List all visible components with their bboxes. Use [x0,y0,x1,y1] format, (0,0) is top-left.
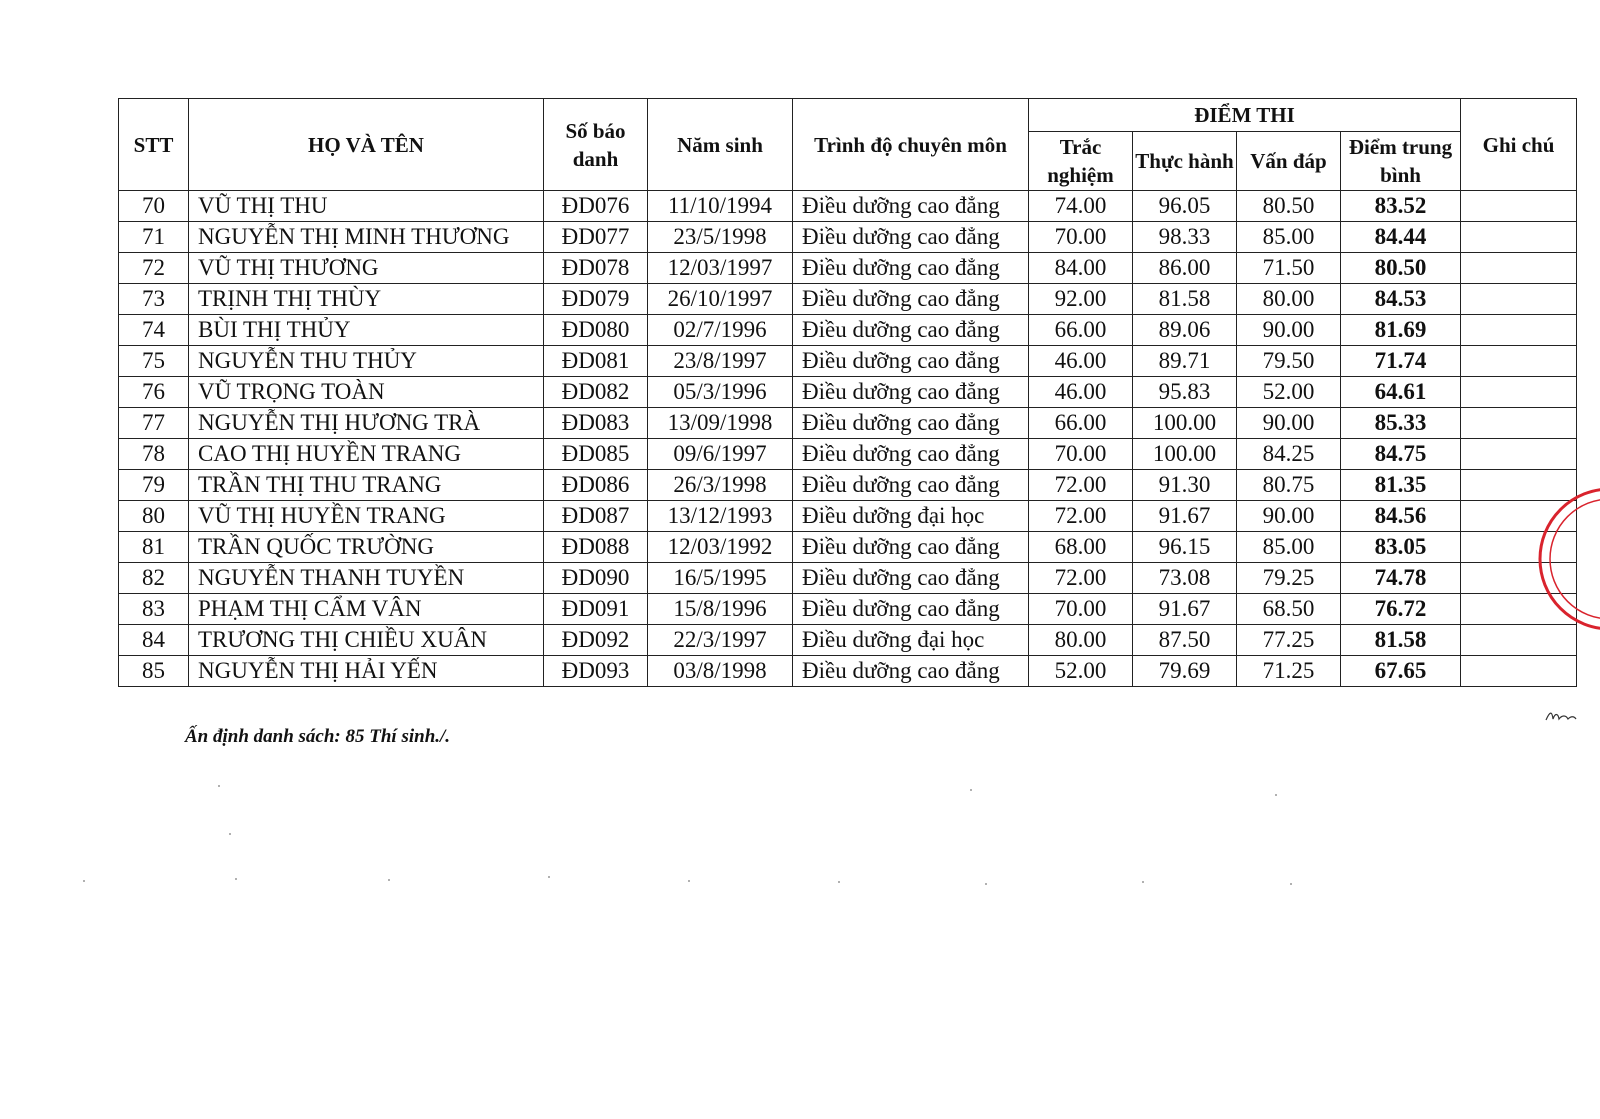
cell-practice: 89.71 [1133,346,1237,377]
cell-birth: 13/12/1993 [648,501,793,532]
cell-multiple-choice: 66.00 [1029,315,1133,346]
cell-stt: 83 [119,594,189,625]
header-candidate-no: Số báo danh [544,99,648,191]
cell-oral: 52.00 [1237,377,1341,408]
cell-oral: 85.00 [1237,532,1341,563]
table-row [119,625,1577,656]
cell-oral: 79.50 [1237,346,1341,377]
cell-practice: 91.67 [1133,594,1237,625]
cell-note [1461,191,1577,222]
cell-name: NGUYỄN THỊ HƯƠNG TRÀ [189,408,544,439]
cell-stt: 80 [119,501,189,532]
cell-name: VŨ THỊ HUYỀN TRANG [189,501,544,532]
cell-candidate-no: ĐD080 [544,315,648,346]
cell-level: Điều dưỡng cao đẳng [793,222,1029,253]
cell-level: Điều dưỡng cao đẳng [793,439,1029,470]
cell-level: Điều dưỡng cao đẳng [793,377,1029,408]
cell-average: 85.33 [1341,408,1461,439]
cell-practice: 95.83 [1133,377,1237,408]
cell-stt: 74 [119,315,189,346]
cell-candidate-no: ĐD093 [544,656,648,687]
cell-name: PHẠM THỊ CẨM VÂN [189,594,544,625]
table-row [119,470,1577,501]
cell-stt: 71 [119,222,189,253]
cell-practice: 100.00 [1133,408,1237,439]
table-row [119,222,1577,253]
cell-multiple-choice: 70.00 [1029,222,1133,253]
cell-stt: 78 [119,439,189,470]
cell-birth: 03/8/1998 [648,656,793,687]
cell-stt: 77 [119,408,189,439]
cell-average: 64.61 [1341,377,1461,408]
cell-candidate-no: ĐD076 [544,191,648,222]
list-total-note: Ấn định danh sách: 85 Thí sinh./. [185,726,451,747]
cell-average: 67.65 [1341,656,1461,687]
cell-stt: 75 [119,346,189,377]
cell-oral: 90.00 [1237,501,1341,532]
cell-candidate-no: ĐD091 [544,594,648,625]
signature-initials [1544,709,1578,727]
table-row [119,563,1577,594]
cell-stt: 82 [119,563,189,594]
cell-stt: 79 [119,470,189,501]
cell-multiple-choice: 70.00 [1029,594,1133,625]
cell-level: Điều dưỡng cao đẳng [793,284,1029,315]
cell-multiple-choice: 92.00 [1029,284,1133,315]
cell-oral: 90.00 [1237,408,1341,439]
cell-candidate-no: ĐD086 [544,470,648,501]
cell-level: Điều dưỡng cao đẳng [793,656,1029,687]
cell-practice: 79.69 [1133,656,1237,687]
seal-graphic [1530,484,1600,634]
cell-oral: 77.25 [1237,625,1341,656]
cell-level: Điều dưỡng cao đẳng [793,253,1029,284]
cell-level: Điều dưỡng đại học [793,501,1029,532]
cell-multiple-choice: 80.00 [1029,625,1133,656]
results-table [118,98,1577,687]
cell-level: Điều dưỡng cao đẳng [793,315,1029,346]
cell-oral: 79.25 [1237,563,1341,594]
cell-candidate-no: ĐD090 [544,563,648,594]
table-row [119,315,1577,346]
cell-note [1461,346,1577,377]
header-level: Trình độ chuyên môn [793,99,1029,191]
cell-birth: 11/10/1994 [648,191,793,222]
cell-stt: 76 [119,377,189,408]
cell-candidate-no: ĐD092 [544,625,648,656]
cell-note [1461,222,1577,253]
header-stt: STT [119,99,189,191]
cell-practice: 100.00 [1133,439,1237,470]
cell-stt: 81 [119,532,189,563]
cell-name: VŨ THỊ THƯƠNG [189,253,544,284]
cell-average: 83.52 [1341,191,1461,222]
table-row [119,253,1577,284]
table-row [119,439,1577,470]
cell-average: 76.72 [1341,594,1461,625]
table-row [119,656,1577,687]
header-row [119,99,1577,132]
table-row [119,284,1577,315]
cell-oral: 71.50 [1237,253,1341,284]
table-row [119,501,1577,532]
cell-birth: 23/5/1998 [648,222,793,253]
table-row [119,191,1577,222]
cell-name: TRỊNH THỊ THÙY [189,284,544,315]
cell-candidate-no: ĐD078 [544,253,648,284]
cell-birth: 09/6/1997 [648,439,793,470]
cell-multiple-choice: 74.00 [1029,191,1133,222]
cell-level: Điều dưỡng cao đẳng [793,470,1029,501]
cell-note [1461,377,1577,408]
cell-practice: 96.15 [1133,532,1237,563]
cell-average: 84.75 [1341,439,1461,470]
cell-candidate-no: ĐD079 [544,284,648,315]
cell-name: TRẦN QUỐC TRƯỜNG [189,532,544,563]
cell-oral: 80.00 [1237,284,1341,315]
table-row [119,377,1577,408]
cell-candidate-no: ĐD081 [544,346,648,377]
cell-birth: 26/3/1998 [648,470,793,501]
cell-name: NGUYỄN THANH TUYỀN [189,563,544,594]
cell-name: CAO THỊ HUYỀN TRANG [189,439,544,470]
cell-average: 84.53 [1341,284,1461,315]
cell-oral: 71.25 [1237,656,1341,687]
cell-birth: 13/09/1998 [648,408,793,439]
cell-practice: 86.00 [1133,253,1237,284]
cell-stt: 84 [119,625,189,656]
cell-level: Điều dưỡng cao đẳng [793,594,1029,625]
cell-level: Điều dưỡng cao đẳng [793,563,1029,594]
cell-average: 84.44 [1341,222,1461,253]
cell-practice: 91.30 [1133,470,1237,501]
cell-practice: 81.58 [1133,284,1237,315]
cell-practice: 98.33 [1133,222,1237,253]
cell-multiple-choice: 72.00 [1029,470,1133,501]
cell-average: 84.56 [1341,501,1461,532]
cell-practice: 87.50 [1133,625,1237,656]
header-multiple-choice: Trắc nghiệm [1029,132,1133,191]
cell-average: 74.78 [1341,563,1461,594]
cell-multiple-choice: 70.00 [1029,439,1133,470]
cell-name: BÙI THỊ THỦY [189,315,544,346]
cell-average: 81.58 [1341,625,1461,656]
cell-oral: 84.25 [1237,439,1341,470]
cell-candidate-no: ĐD088 [544,532,648,563]
cell-practice: 89.06 [1133,315,1237,346]
header-scores-group: ĐIỂM THI [1029,99,1461,132]
header-oral: Vấn đáp [1237,132,1341,191]
cell-level: Điều dưỡng đại học [793,625,1029,656]
cell-birth: 26/10/1997 [648,284,793,315]
cell-birth: 12/03/1992 [648,532,793,563]
cell-name: NGUYỄN THỊ HẢI YẾN [189,656,544,687]
cell-birth: 02/7/1996 [648,315,793,346]
cell-note [1461,315,1577,346]
cell-candidate-no: ĐD077 [544,222,648,253]
cell-name: NGUYỄN THU THỦY [189,346,544,377]
cell-average: 80.50 [1341,253,1461,284]
cell-multiple-choice: 68.00 [1029,532,1133,563]
table-row [119,532,1577,563]
cell-level: Điều dưỡng cao đẳng [793,408,1029,439]
table-body [119,191,1577,687]
cell-birth: 15/8/1996 [648,594,793,625]
table-row [119,594,1577,625]
header-average: Điểm trung bình [1341,132,1461,191]
cell-oral: 68.50 [1237,594,1341,625]
cell-multiple-choice: 46.00 [1029,377,1133,408]
cell-level: Điều dưỡng cao đẳng [793,191,1029,222]
header-birth: Năm sinh [648,99,793,191]
cell-stt: 72 [119,253,189,284]
cell-note [1461,408,1577,439]
cell-average: 83.05 [1341,532,1461,563]
cell-level: Điều dưỡng cao đẳng [793,346,1029,377]
cell-birth: 23/8/1997 [648,346,793,377]
cell-stt: 85 [119,656,189,687]
cell-candidate-no: ĐD083 [544,408,648,439]
cell-note [1461,439,1577,470]
cell-average: 81.69 [1341,315,1461,346]
cell-multiple-choice: 84.00 [1029,253,1133,284]
cell-practice: 96.05 [1133,191,1237,222]
cell-stt: 73 [119,284,189,315]
cell-name: NGUYỄN THỊ MINH THƯƠNG [189,222,544,253]
official-seal [1530,484,1600,634]
cell-average: 81.35 [1341,470,1461,501]
cell-birth: 05/3/1996 [648,377,793,408]
header-note: Ghi chú [1461,99,1577,191]
cell-multiple-choice: 72.00 [1029,501,1133,532]
header-practice: Thực hành [1133,132,1237,191]
cell-practice: 91.67 [1133,501,1237,532]
cell-stt: 70 [119,191,189,222]
cell-note [1461,656,1577,687]
cell-candidate-no: ĐD087 [544,501,648,532]
cell-name: VŨ TRỌNG TOÀN [189,377,544,408]
table-row [119,408,1577,439]
header-name: HỌ VÀ TÊN [189,99,544,191]
cell-multiple-choice: 66.00 [1029,408,1133,439]
cell-candidate-no: ĐD082 [544,377,648,408]
cell-name: TRẦN THỊ THU TRANG [189,470,544,501]
cell-birth: 22/3/1997 [648,625,793,656]
cell-multiple-choice: 52.00 [1029,656,1133,687]
cell-name: VŨ THỊ THU [189,191,544,222]
cell-practice: 73.08 [1133,563,1237,594]
table-row [119,346,1577,377]
cell-birth: 16/5/1995 [648,563,793,594]
cell-oral: 85.00 [1237,222,1341,253]
cell-oral: 90.00 [1237,315,1341,346]
cell-multiple-choice: 72.00 [1029,563,1133,594]
cell-candidate-no: ĐD085 [544,439,648,470]
cell-level: Điều dưỡng cao đẳng [793,532,1029,563]
cell-birth: 12/03/1997 [648,253,793,284]
cell-oral: 80.75 [1237,470,1341,501]
cell-name: TRƯƠNG THỊ CHIỀU XUÂN [189,625,544,656]
cell-average: 71.74 [1341,346,1461,377]
cell-oral: 80.50 [1237,191,1341,222]
cell-note [1461,284,1577,315]
cell-multiple-choice: 46.00 [1029,346,1133,377]
cell-note [1461,253,1577,284]
